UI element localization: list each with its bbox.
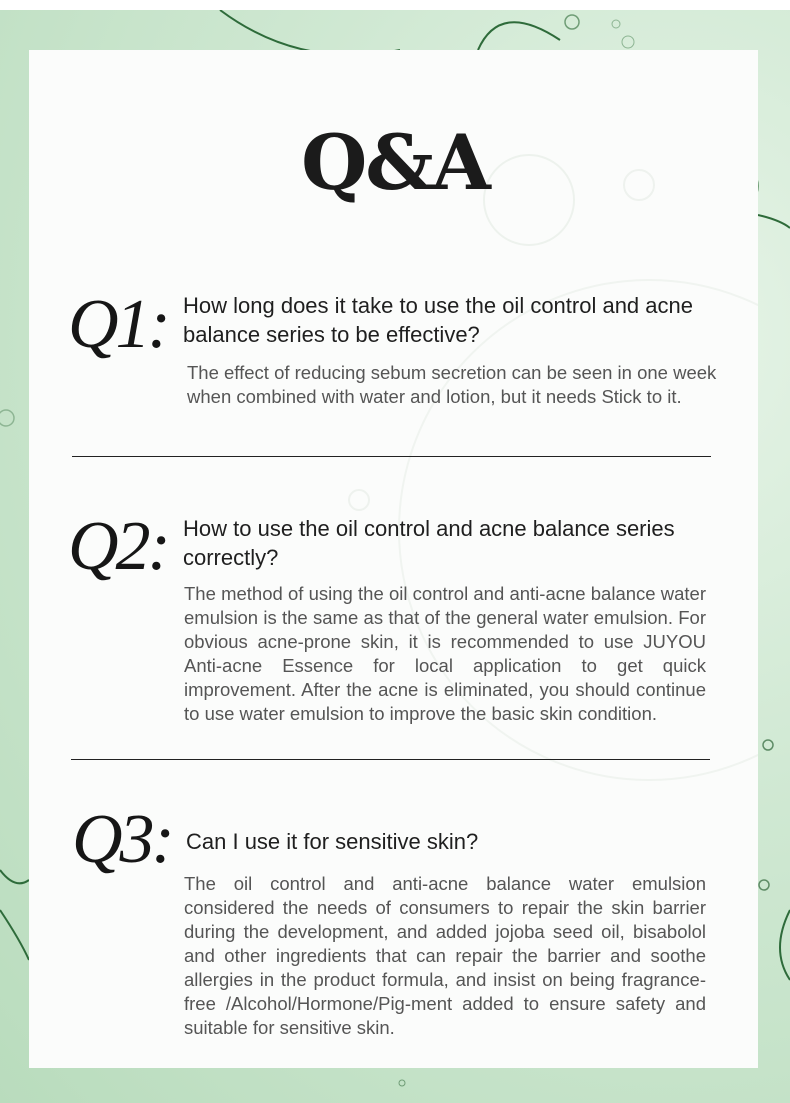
q3-label: Q3: xyxy=(72,801,172,878)
q1-label: Q1: xyxy=(68,286,168,363)
page-title: Q&A xyxy=(301,118,489,207)
q1-answer: The effect of reducing sebum secretion can be seen in one week when combined with water and lotion, but it needs Stick to it. xyxy=(187,362,717,407)
divider xyxy=(71,759,710,760)
divider xyxy=(72,456,711,457)
q2-label: Q2: xyxy=(68,508,168,585)
q2-answer: The method of using the oil control and anti-acne balance water emulsion is the same as that of the general water emulsion. For obvious acne-prone skin, it is recommended to use JUYOU Anti-acne Essence for local application to get quick improvement. After the acne is eliminated, you should continue to use water emulsion to improve the basic skin condition. xyxy=(184,583,706,724)
q2-question: How to use the oil control and acne balance series correctly? xyxy=(183,516,675,570)
q1-question: How long does it take to use the oil control and acne balance series to be effective? xyxy=(183,293,693,347)
q3-question: Can I use it for sensitive skin? xyxy=(186,829,479,854)
q3-answer: The oil control and anti-acne balance water emulsion considered the needs of consumers to repair the skin barrier during the development, and added jojoba seed oil, bisabolol and other ingredients that can repair the barrier and soothe allergies in the product formula, and insist on being fragrance-free /Alcohol/Hormone/Pig-ment added to ensure safety and suitable for sensitive skin. xyxy=(184,873,706,1038)
